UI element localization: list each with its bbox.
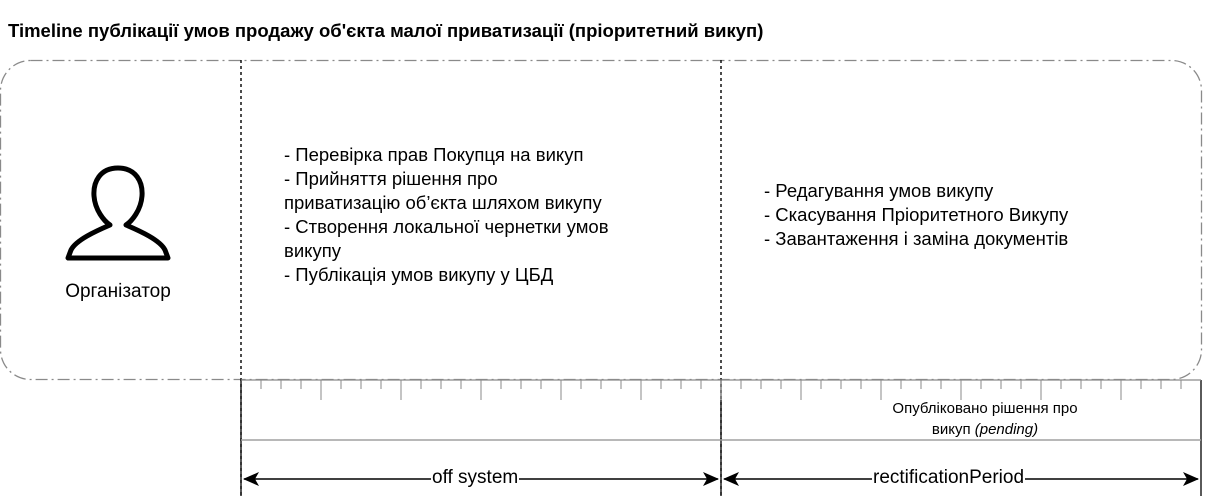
list-item: - Перевірка прав Покупця на викуп [284,144,584,165]
list-item: - Прийняття рішення про [284,168,498,189]
page-title: Timeline публікації умов продажу об'єкта малої приватизації (пріоритетний викуп) [8,20,764,41]
list-item: викупу [284,240,341,261]
period-label-off-system: off system [432,467,519,488]
list-item: - Публікація умов викупу у ЦБД [284,264,554,285]
status-line-2 [805,419,1165,440]
status-note [805,398,1165,440]
off-system-actions-list [284,143,704,287]
list-item: - Редагування умов викупу [764,180,994,201]
list-item: - Завантаження і заміна документів [764,228,1069,249]
list-item: - Скасування Пріоритетного Викупу [764,204,1069,225]
status-line-2-prefix: викуп [931,421,975,438]
status-line-1: Опубліковано рішення про [892,400,1078,417]
person-icon [68,168,168,258]
actor-label: Організатор [65,281,171,302]
list-item: - Створення локальної чернетки умов [284,216,609,237]
list-item: приватизацію об’єкта шляхом викупу [284,192,602,213]
period-label-rectification: rectificationPeriod [873,467,1025,488]
status-state: (pending) [974,421,1039,438]
ruler-ticks [261,380,1181,400]
rectification-actions-list [764,179,1184,251]
